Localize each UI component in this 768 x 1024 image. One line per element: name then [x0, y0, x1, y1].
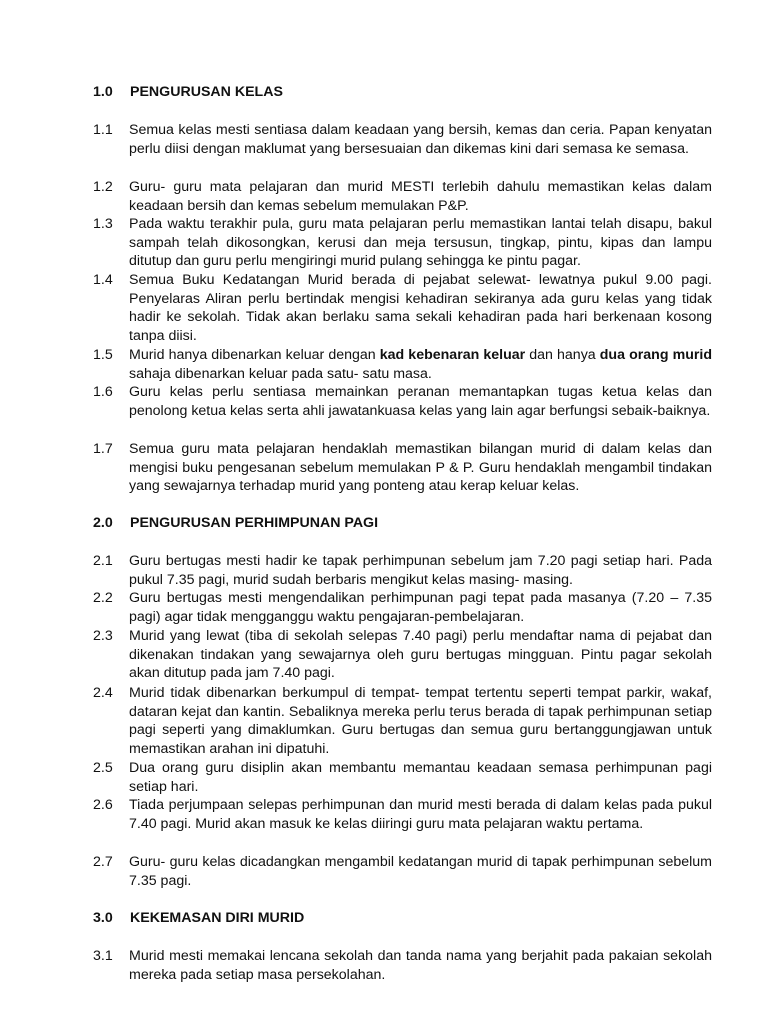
- item-text: [129, 589, 712, 626]
- item-text: [129, 121, 712, 158]
- text-run: Pada waktu terakhir pula, guru mata pelajaran perlu memastikan lantai telah disapu, bakul sampah telah dikosongkan, kerusi dan meja tersusun, tingkap, pintu, kipas dan lampu ditutup dan guru perlu mengiringi murid pulang sehingga ke pintu pagar.: [129, 216, 712, 270]
- text-run: Murid mesti memakai lencana sekolah dan tanda nama yang berjahit pada pakaian sekolah mereka pada setiap masa persekolahan.: [129, 948, 712, 983]
- list-item-2-4: [93, 684, 713, 758]
- list-item-2-6: [93, 796, 713, 833]
- list-item-1-5: [93, 346, 713, 383]
- text-run: Murid tidak dibenarkan berkumpul di tempat- tempat tertentu seperti tempat parkir, wakaf, dataran kejat dan kantin. Sebaliknya mereka perlu terus berada di tapak perhimpunan setiap pagi seperti yang dimaklumkan. Guru bertugas dan semua guru bertanggungjawan untuk memastikan arahan ini dipatuhi.: [129, 685, 712, 757]
- item-text: [129, 627, 712, 683]
- section-number: 1.0: [93, 84, 113, 100]
- section-title: PENGURUSAN PERHIMPUNAN PAGI: [130, 515, 379, 531]
- list-item-1-1: [93, 121, 713, 158]
- bold-text: kad kebenaran keluar: [379, 347, 526, 363]
- list-item-1-7: [93, 440, 713, 496]
- item-text: [129, 383, 712, 420]
- text-run: sahaja dibenarkan keluar pada satu- satu masa.: [129, 365, 432, 382]
- item-number: 2.4: [93, 685, 113, 701]
- section-number: 2.0: [93, 515, 113, 531]
- item-text: [129, 346, 712, 383]
- item-text: [129, 552, 712, 589]
- section-title: PENGURUSAN KELAS: [130, 84, 283, 100]
- item-text: [129, 684, 712, 758]
- item-number: 1.7: [93, 441, 113, 457]
- list-item-3-1: [93, 947, 713, 984]
- item-number: 1.2: [93, 179, 113, 195]
- list-item-1-4: [93, 271, 713, 345]
- list-item-2-2: [93, 589, 713, 626]
- item-number: 2.3: [93, 628, 113, 644]
- item-text: [129, 947, 712, 984]
- text-run: Semua Buku Kedatangan Murid berada di pejabat selewat- lewatnya pukul 9.00 pagi. Penyelaras Aliran perlu bertindak mengisi kehadiran sekiranya ada guru kelas yang tidak hadir ke sekolah. Tidak akan berlaku sama sekali kehadiran pada hari berkenaan kosong tanpa diisi.: [129, 272, 712, 344]
- text-run: Semua guru mata pelajaran hendaklah memastikan bilangan murid di dalam kelas dan mengisi buku pengesanan sebelum memulakan P & P. Guru hendaklah mengambil tindakan yang sewajarnya terhadap murid yang ponteng atau kerap keluar kelas.: [129, 441, 712, 495]
- list-item-2-3: [93, 627, 713, 683]
- item-text: [129, 271, 712, 345]
- section-number: 3.0: [93, 910, 113, 926]
- text-run: Tiada perjumpaan selepas perhimpunan dan murid mesti berada di dalam kelas pada pukul 7.40 pagi. Murid akan masuk ke kelas diiringi guru mata pelajaran waktu pertama.: [129, 797, 712, 832]
- text-run: Semua kelas mesti sentiasa dalam keadaan yang bersih, kemas dan ceria. Papan kenyatan perlu diisi dengan maklumat yang bersesuaian dan dikemas kini dari semasa ke semasa.: [129, 122, 712, 157]
- text-run: dan hanya: [525, 347, 600, 363]
- text-run: Guru- guru kelas dicadangkan mengambil kedatangan murid di tapak perhimpunan sebelum 7.35 pagi.: [129, 854, 712, 889]
- text-run: Murid hanya dibenarkan keluar dengan: [129, 347, 380, 363]
- item-number: 1.1: [93, 122, 113, 138]
- text-run: Murid yang lewat (tiba di sekolah selepas 7.40 pagi) perlu mendaftar nama di pejabat dan dikenakan tindakan yang sewajarnya oleh guru bertugas mingguan. Pintu pagar sekolah akan ditutup pada jam 7.40 pagi.: [129, 628, 712, 682]
- bold-text: dua orang murid: [599, 347, 712, 363]
- item-number: 2.1: [93, 553, 113, 569]
- item-number: 3.1: [93, 948, 113, 964]
- item-number: 2.5: [93, 760, 113, 776]
- text-run: Guru kelas perlu sentiasa memainkan peranan memantapkan tugas ketua kelas dan penolong ketua kelas serta ahli jawatankuasa kelas yang lain agar berfungsi sebaik-baiknya.: [129, 384, 712, 419]
- text-run: Guru- guru mata pelajaran dan murid MESTI terlebih dahulu memastikan kelas dalam keadaan bersih dan kemas sebelum memulakan P&P.: [129, 179, 712, 214]
- list-item-1-6: [93, 383, 713, 420]
- list-item-2-1: [93, 552, 713, 589]
- item-number: 2.2: [93, 590, 113, 606]
- item-text: [129, 440, 712, 496]
- item-number: 2.6: [93, 797, 113, 813]
- text-run: Dua orang guru disiplin akan membantu memantau keadaan semasa perhimpunan pagi setiap hari.: [129, 760, 712, 795]
- item-text: [129, 853, 712, 890]
- text-run: Guru bertugas mesti hadir ke tapak perhimpunan sebelum jam 7.20 pagi setiap hari. Pada pukul 7.35 pagi, murid sudah berbaris mengikut kelas masing- masing.: [129, 553, 712, 588]
- item-number: 1.3: [93, 216, 113, 232]
- item-text: [129, 759, 712, 796]
- item-number: 1.6: [93, 384, 113, 400]
- item-number: 1.4: [93, 272, 113, 288]
- list-item-1-2: [93, 178, 713, 215]
- item-text: [129, 796, 712, 833]
- section-title: KEKEMASAN DIRI MURID: [130, 910, 305, 926]
- list-item-2-5: [93, 759, 713, 796]
- item-number: 1.5: [93, 347, 113, 363]
- list-item-2-7: [93, 853, 713, 890]
- item-text: [129, 178, 712, 215]
- item-text: [129, 215, 712, 271]
- item-number: 2.7: [93, 854, 113, 870]
- text-run: Guru bertugas mesti mengendalikan perhimpunan pagi tepat pada masanya (7.20 – 7.35 pagi) agar tidak mengganggu waktu pengajaran-pembelajaran.: [129, 590, 712, 625]
- list-item-1-3: [93, 215, 713, 271]
